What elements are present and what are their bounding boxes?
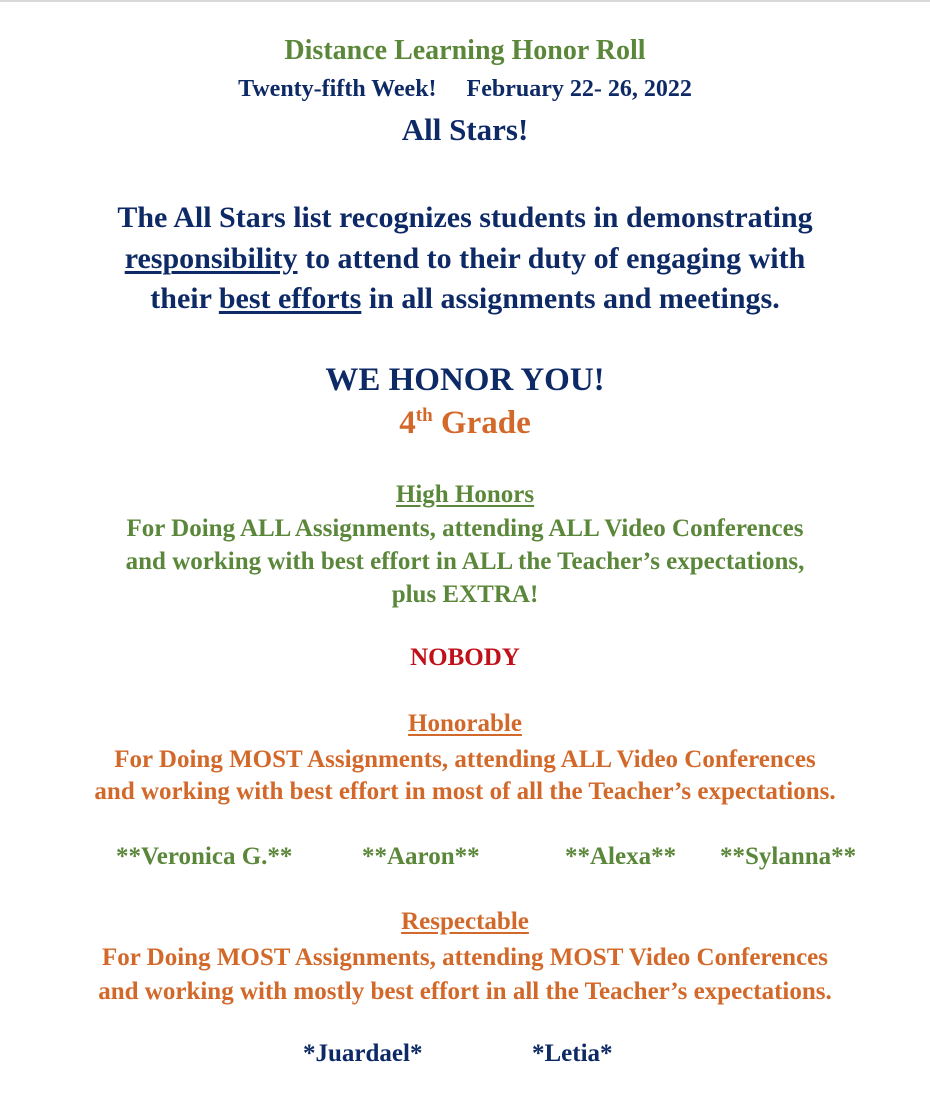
student-name: *Letia* bbox=[532, 1040, 613, 1067]
grade-label: Grade bbox=[432, 405, 531, 441]
high-honors-title: High Honors bbox=[395, 481, 535, 508]
respectable-line-2: and working with mostly best effort in all the Teacher’s expectations. bbox=[98, 978, 832, 1005]
student-name: **Sylanna** bbox=[720, 843, 857, 870]
top-border bbox=[0, 0, 930, 2]
honorable-title: Honorable bbox=[408, 710, 522, 737]
intro-line-2-rest: to attend to their duty of engaging with bbox=[297, 241, 806, 275]
grade-heading bbox=[0, 407, 930, 440]
high-honors-line-3: plus EXTRA! bbox=[391, 581, 539, 608]
week-label: Twenty-fifth Week! bbox=[238, 76, 437, 102]
student-name: *Juardael* bbox=[303, 1040, 423, 1067]
intro-line-3-start: their bbox=[150, 282, 219, 315]
grade-number: 4 bbox=[399, 405, 416, 441]
intro-line-3-rest: in all assignments and meetings. bbox=[361, 282, 780, 315]
best-efforts-keyword: best efforts bbox=[218, 282, 362, 315]
respectable-line-1: For Doing MOST Assignments, attending MOST Video Conferences bbox=[102, 944, 828, 971]
honor-banner: WE HONOR YOU! bbox=[325, 362, 605, 398]
student-name: **Alexa** bbox=[565, 843, 677, 870]
honorable-line-1: For Doing MOST Assignments, attending ALL Video Conferences bbox=[114, 746, 816, 773]
honorable-line-2: and working with best effort in most of all the Teacher’s expectations. bbox=[94, 778, 836, 805]
respectable-students bbox=[0, 1041, 930, 1071]
date-range: February 22- 26, 2022 bbox=[466, 76, 692, 102]
high-honors-line-2: and working with best effort in ALL the Teacher’s expectations, bbox=[125, 548, 805, 575]
grade-suffix: th bbox=[415, 405, 433, 426]
week-line bbox=[0, 77, 930, 101]
high-honors-line-1: For Doing ALL Assignments, attending ALL Video Conferences bbox=[126, 515, 804, 542]
high-honors-description bbox=[0, 512, 930, 611]
responsibility-keyword: responsibility bbox=[124, 241, 298, 275]
intro-line-1: The All Stars list recognizes students in demonstrating bbox=[117, 201, 813, 234]
honorable-description bbox=[0, 744, 930, 808]
honorable-students bbox=[0, 844, 930, 874]
all-stars-heading: All Stars! bbox=[401, 112, 529, 147]
intro-line-2 bbox=[0, 239, 930, 280]
student-name: **Veronica G.** bbox=[116, 843, 293, 870]
high-honors-students: NOBODY bbox=[410, 644, 520, 671]
intro-line-3 bbox=[0, 279, 930, 320]
respectable-title: Respectable bbox=[401, 908, 529, 935]
respectable-description bbox=[0, 941, 930, 1009]
student-name: **Aaron** bbox=[362, 843, 480, 870]
page-title: Distance Learning Honor Roll bbox=[284, 35, 646, 66]
intro-paragraph bbox=[0, 198, 930, 320]
